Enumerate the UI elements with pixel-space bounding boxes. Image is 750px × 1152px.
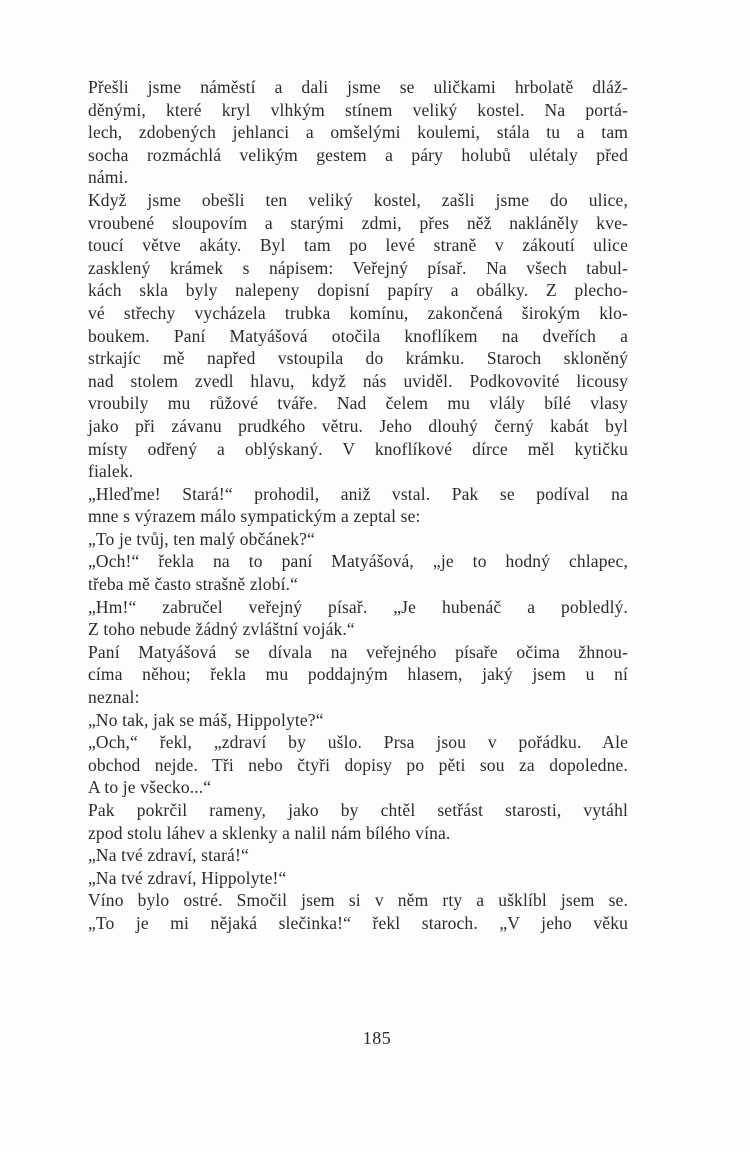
text-line: Pak pokrčil rameny, jako by chtěl setřást starosti, vytáhl xyxy=(88,800,628,820)
text-line: Paní Matyášová se dívala na veřejného písaře očima žhnou- xyxy=(88,641,628,662)
text-line: zasklený krámek s nápisem: Veřejný písař. Na všech tabul- xyxy=(88,257,628,278)
text-line: námi. xyxy=(88,167,129,188)
body-text xyxy=(88,76,628,935)
text-line: Víno bylo ostré. Smočil jsem si v něm rty a ušklíbl jsem se. xyxy=(88,890,628,911)
text-line: „Hm!“ zabručel veřejný písař. „Je hubenáč a pobledlý. xyxy=(88,596,628,617)
text-line: strkajíc mě napřed vstoupila do krámku. Staroch skloněný xyxy=(88,348,628,369)
text-line: socha rozmáchlá velikým gestem a páry holubů ulétaly před xyxy=(88,144,628,165)
text-line: „To je mi nějaká slečinka!“ řekl staroch. „V jeho věku xyxy=(88,912,628,933)
text-line: vroubily mu růžové tváře. Nad čelem mu vlály bílé vlasy xyxy=(88,393,628,414)
text-line: vé střechy vycházela trubka komínu, zakončená širokým klo- xyxy=(88,302,628,323)
text-line: děnými, které kryl vlhkým stínem veliký kostel. Na portá- xyxy=(88,99,628,120)
text-line: lech, zdobených jehlanci a omšelými koulemi, stála tu a tam xyxy=(88,122,628,143)
text-line: toucí větve akáty. Byl tam po levé straně v zákoutí ulice xyxy=(88,235,628,256)
text-line: třeba mě často strašně zlobí.“ xyxy=(88,574,299,595)
text-line: kách skla byly nalepeny dopisní papíry a obálky. Z plecho- xyxy=(88,280,628,301)
text-line: Přešli jsme náměstí a dali jsme se uličkami hrbolatě dláž- xyxy=(88,77,628,97)
text-line: „Na tvé zdraví, Hippolyte!“ xyxy=(88,867,287,888)
text-line: A to je všecko...“ xyxy=(88,777,212,798)
text-line: „Och,“ řekl, „zdraví by ušlo. Prsa jsou v pořádku. Ale xyxy=(88,732,628,753)
text-line: „To je tvůj, ten malý občánek?“ xyxy=(88,528,315,549)
text-line: jako při závanu prudkého větru. Jeho dlouhý černý kabát byl xyxy=(88,415,628,436)
text-line: mne s výrazem málo sympatickým a zeptal se: xyxy=(88,506,421,527)
text-line: „Na tvé zdraví, stará!“ xyxy=(88,845,249,866)
text-line: címa něhou; řekla mu poddajným hlasem, jaký jsem u ní xyxy=(88,664,628,685)
text-line: Z toho nebude žádný zvláštní voják.“ xyxy=(88,619,355,640)
text-line: neznal: xyxy=(88,687,140,708)
text-line: místy odřený a oblýskaný. V knoflíkové dírce měl kytičku xyxy=(88,438,628,459)
text-line: „No tak, jak se máš, Hippolyte?“ xyxy=(88,709,324,730)
text-line: Když jsme obešli ten veliký kostel, zašli jsme do ulice, xyxy=(88,189,628,210)
text-line: obchod nejde. Tři nebo čtyři dopisy po pěti sou za dopoledne. xyxy=(88,754,628,775)
text-line: nad stolem zvedl hlavu, když nás uviděl. Podkovovité licousy xyxy=(88,370,628,391)
text-line: „Hleďme! Stará!“ prohodil, aniž vstal. Pak se podíval na xyxy=(88,483,628,504)
text-line: „Och!“ řekla na to paní Matyášová, „je to hodný chlapec, xyxy=(88,551,628,572)
page-number: 185 xyxy=(362,1028,392,1048)
text-line: fialek. xyxy=(88,461,134,482)
text-line: boukem. Paní Matyášová otočila knoflíkem na dveřích a xyxy=(88,325,628,346)
text-line: vroubené sloupovím a starými zdmi, přes něž nakláněly kve- xyxy=(88,212,628,233)
text-line: zpod stolu láhev a sklenky a nalil nám bílého vína. xyxy=(88,822,451,843)
